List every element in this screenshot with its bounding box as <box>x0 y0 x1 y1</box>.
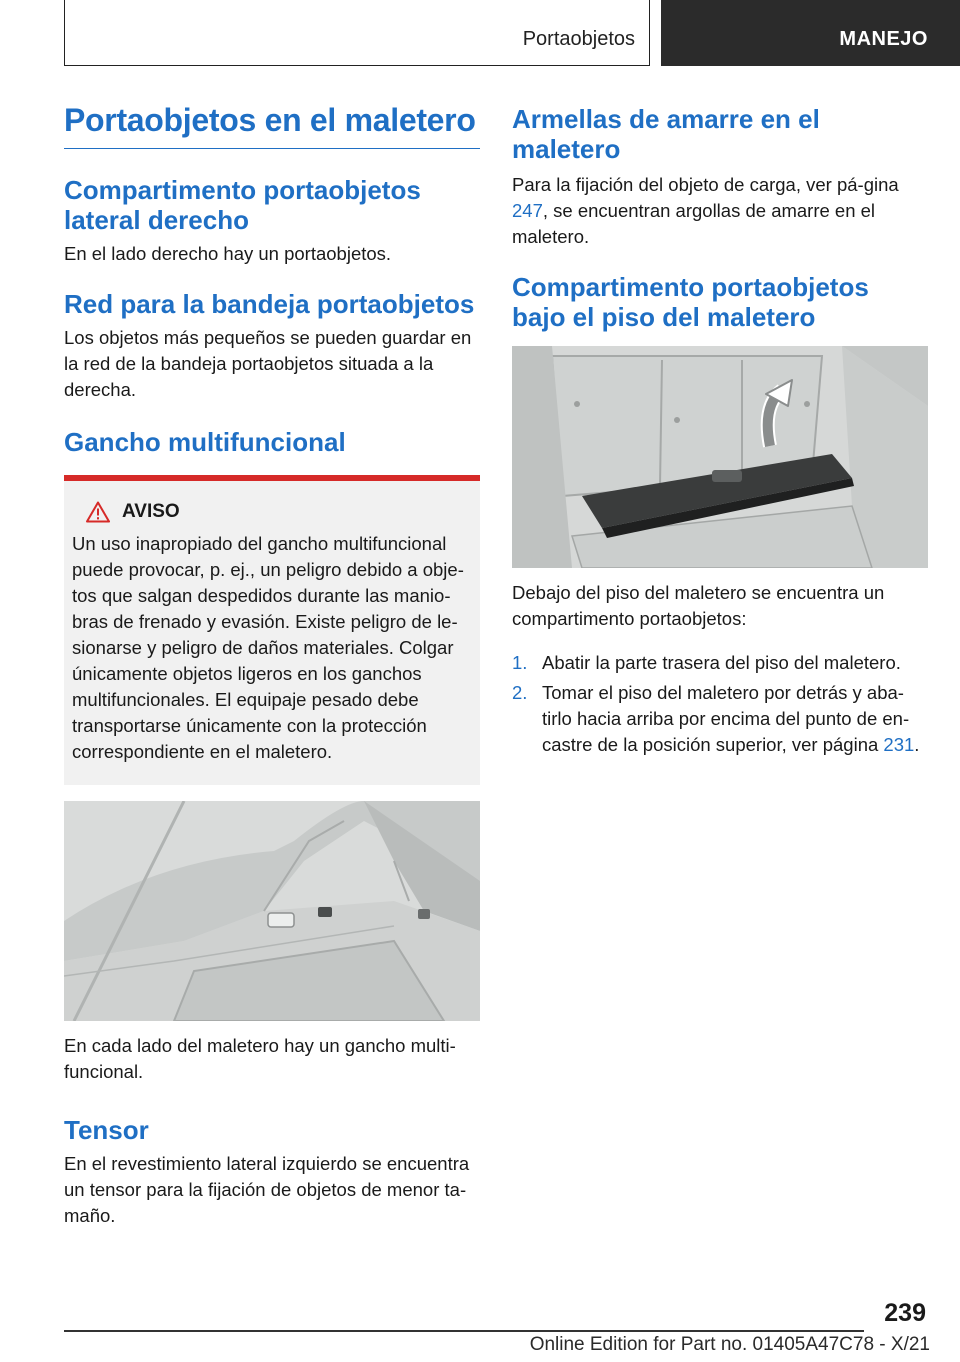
heading-shelf-net: Red para la bandeja portaobjetos <box>64 289 475 319</box>
underfloor-compartment-illustration <box>512 346 928 568</box>
caption-underfloor: Debajo del piso del maletero se encuentra un compartimento portaobjetos: <box>512 582 885 629</box>
warning-triangle-icon <box>86 501 110 523</box>
list-item <box>512 680 928 758</box>
step-number: 1. <box>512 652 528 673</box>
trunk-hook-illustration <box>64 801 480 1021</box>
list-item <box>512 650 928 676</box>
header-section-tab <box>64 0 650 66</box>
text-tensor: En el revestimiento lateral izquierdo se encuentra un tensor para la fijación de objetos de menor ta-maño. <box>64 1153 470 1226</box>
warning-box <box>64 475 480 785</box>
page-title: Portaobjetos en el maletero <box>64 100 480 149</box>
footer-edition: Online Edition for Part no. 01405A47C78 - X/21 <box>529 1334 930 1355</box>
text-side-compartment: En el lado derecho hay un portaobjetos. <box>64 243 392 264</box>
right-column <box>512 100 928 758</box>
header-section-title: Portaobjetos <box>522 28 635 50</box>
heading-underfloor: Compartimento portaobjetos bajo el piso del maletero <box>512 272 869 332</box>
caption-hook: En cada lado del maletero hay un gancho multi-funcional. <box>64 1035 456 1082</box>
heading-multifunction-hook: Gancho multifuncional <box>64 427 346 457</box>
heading-tensor: Tensor <box>64 1115 149 1145</box>
step-number: 2. <box>512 682 528 703</box>
text-shelf-net: Los objetos más pequeños se pueden guardar en la red de la bandeja portaobjetos situada a la derecha. <box>64 327 472 400</box>
header-chapter-tab <box>661 0 960 66</box>
warning-title: AVISO <box>122 501 180 522</box>
warning-text: Un uso inapropiado del gancho multifuncional puede provocar, p. ej., un peligro debido a obje-tos que salgan despedidos durante las manio-bras de frenado y evasión. Existe peligro de le-sionarse y peligro de daños materiales. Colgar únicamente objetos ligeros en los ganchos multifuncionales. El equipaje pesado debe transportarse únicamente con la protección correspondiente en el maletero. <box>72 533 464 762</box>
footer-divider <box>64 1330 864 1332</box>
page-number: 239 <box>884 1299 926 1327</box>
page-link-231[interactable]: 231 <box>883 734 915 755</box>
page-link-247[interactable]: 247 <box>512 200 543 221</box>
heading-side-compartment: Compartimento portaobjetos lateral derecho <box>64 175 421 235</box>
header-chapter-title: MANEJO <box>839 28 928 50</box>
step-text: Abatir la parte trasera del piso del maletero. <box>542 652 901 673</box>
text-tie-down: Para la fijación del objeto de carga, ver pá-gina 247, se encuentran argollas de amarre en el maletero. <box>512 174 899 247</box>
steps-list <box>512 650 928 758</box>
heading-tie-down: Armellas de amarre en el maletero <box>512 104 820 164</box>
step-text: Tomar el piso del maletero por detrás y aba-tirlo hacia arriba por encima del punto de en-castre de la posición superior, ver página 231. <box>542 682 920 755</box>
left-column <box>64 100 480 1229</box>
